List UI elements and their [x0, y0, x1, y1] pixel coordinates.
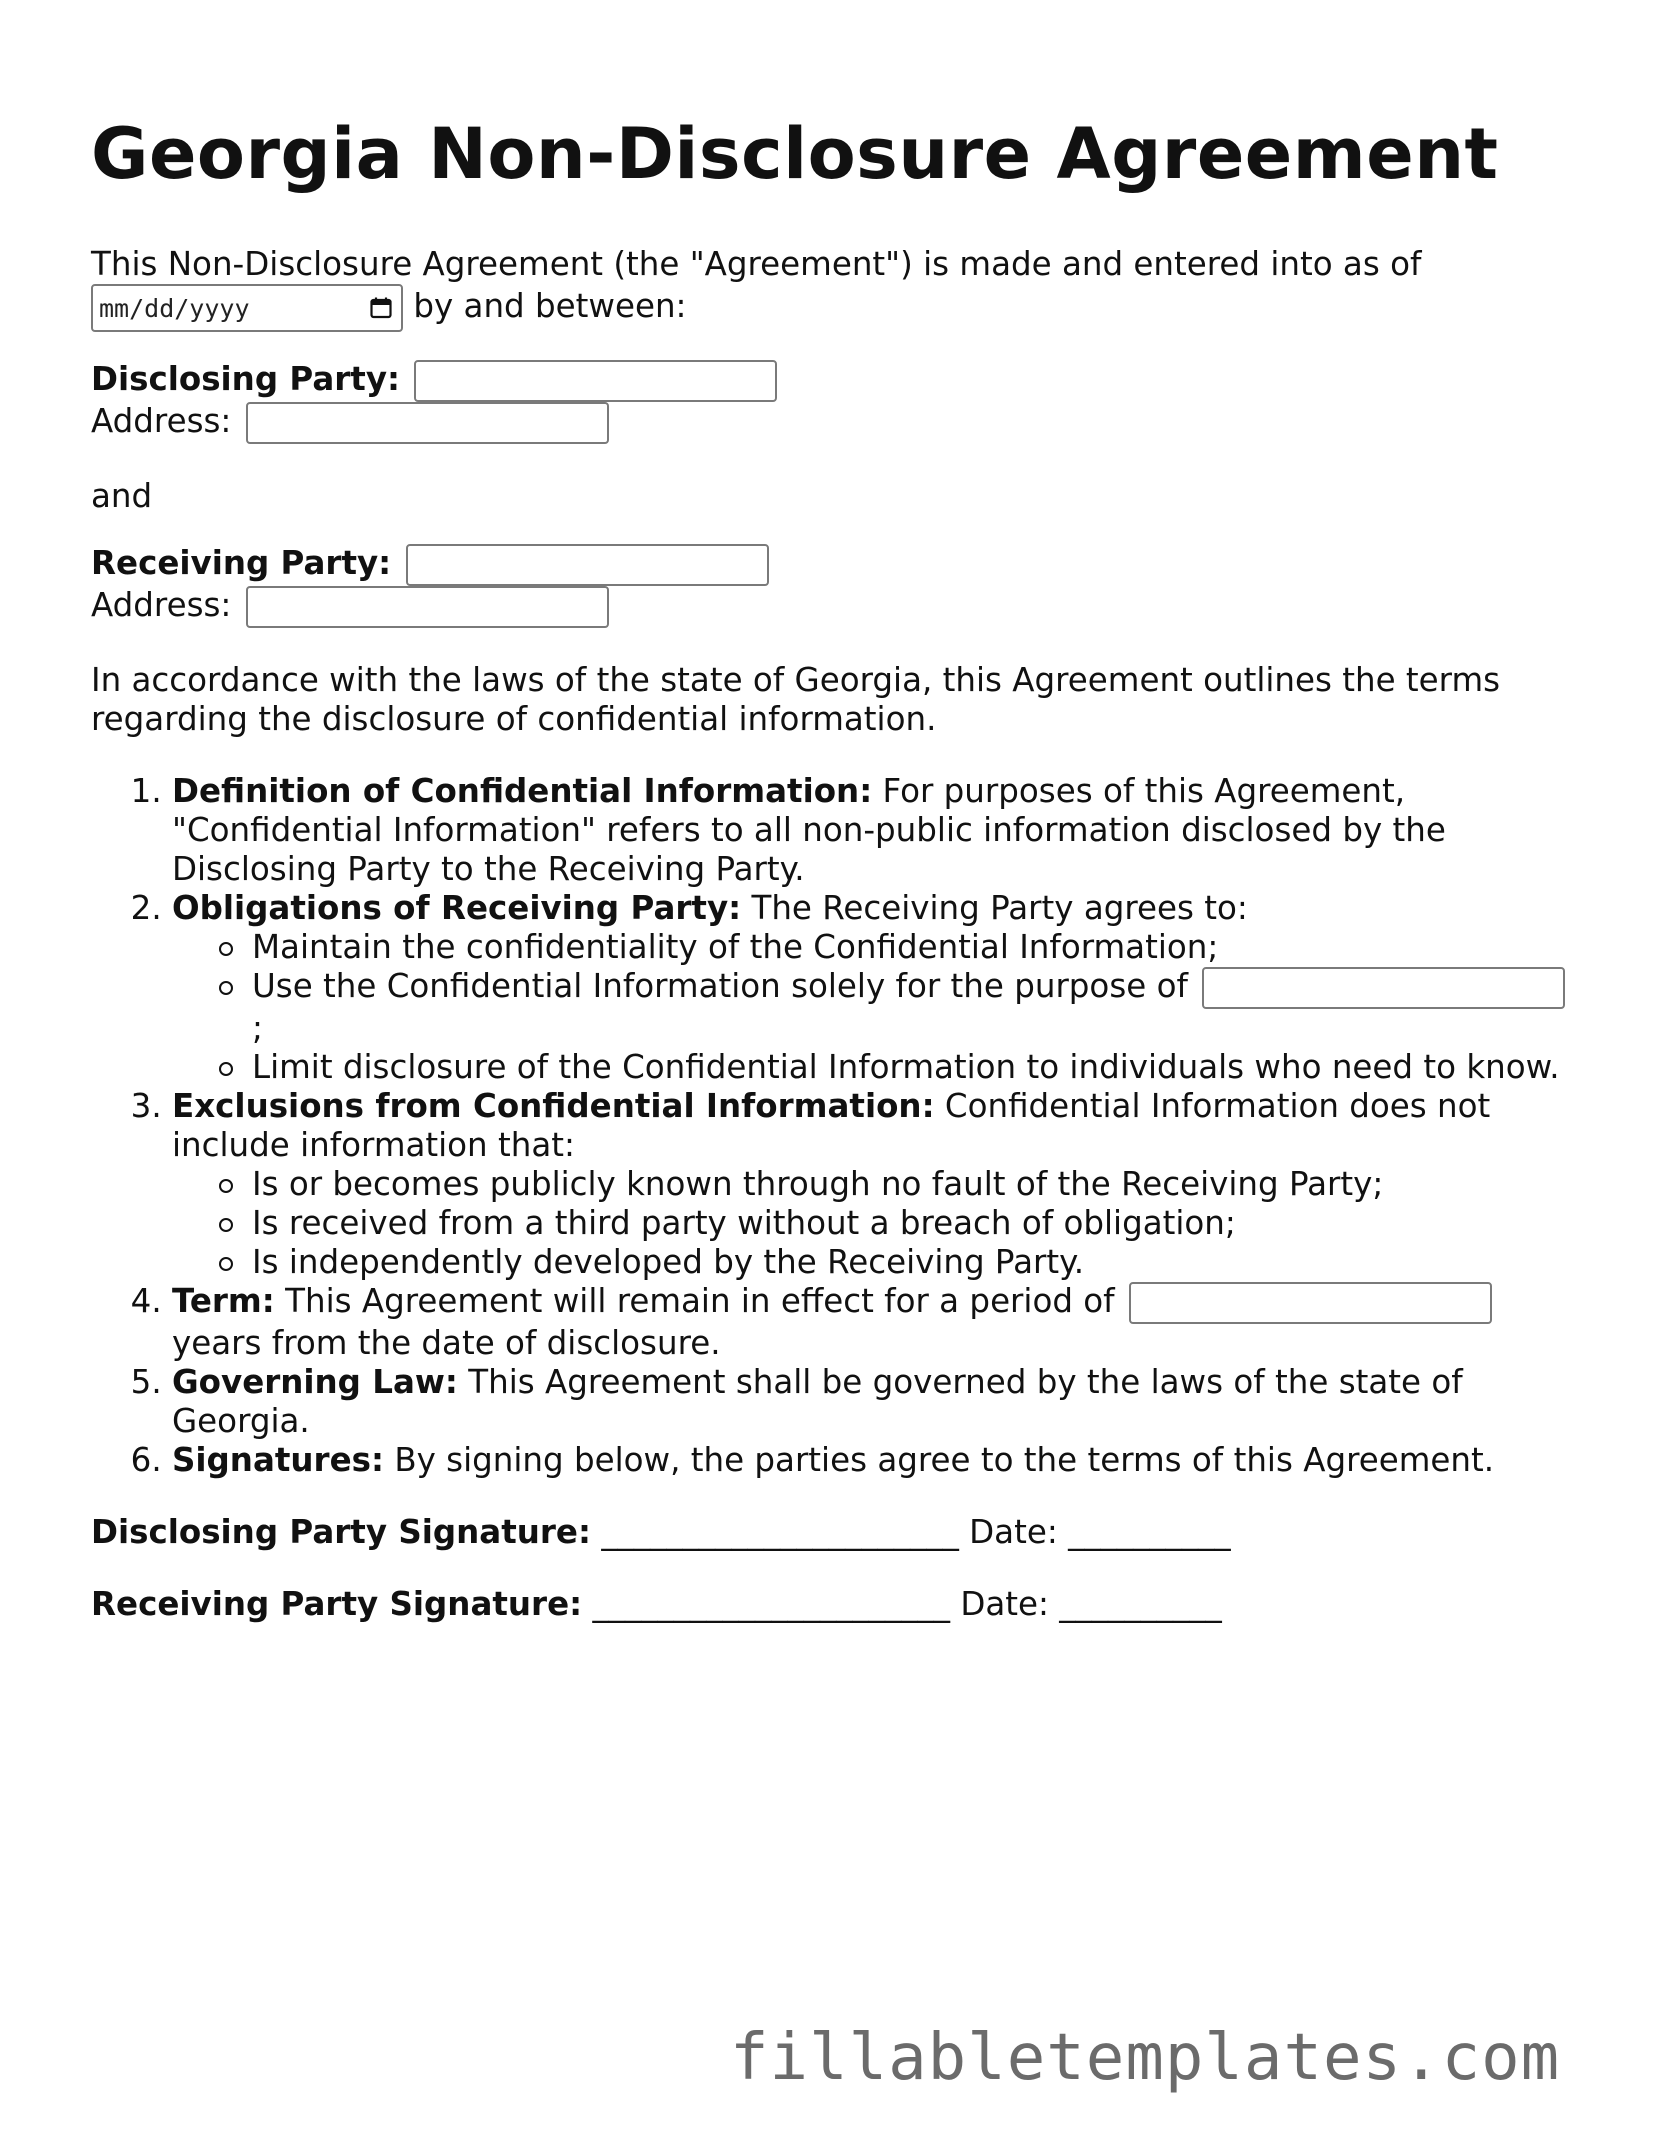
receiving-address-input[interactable] — [246, 586, 609, 628]
receiving-party-input[interactable] — [406, 544, 769, 586]
definition-heading: Definition of Confidential Information: — [172, 772, 873, 810]
disclosing-signature-blank[interactable]: ______________________ — [601, 1513, 959, 1551]
term-exclusions — [172, 1087, 1591, 1282]
exclusions-heading: Exclusions from Confidential Information: — [172, 1087, 935, 1125]
list-item: Maintain the confidentiality of the Confidential Information; — [252, 928, 1591, 967]
and-text: and — [91, 477, 153, 515]
exclusions-sublist — [172, 1165, 1591, 1282]
term-text: This Agreement will remain in effect for a period of — [285, 1282, 1115, 1320]
receiving-signature-blank[interactable]: ______________________ — [592, 1585, 950, 1623]
agreement-body — [91, 108, 1591, 1624]
list-item: Limit disclosure of the Confidential Information to individuals who need to know. — [252, 1048, 1591, 1087]
receiving-party-label: Receiving Party: — [91, 544, 392, 582]
receiving-date-label: Date: — [960, 1585, 1049, 1623]
receiving-address-label: Address: — [91, 586, 232, 624]
list-item — [252, 967, 1591, 1048]
disclosing-party-input[interactable] — [414, 360, 777, 402]
term-text-after: years from the date of disclosure. — [172, 1324, 721, 1362]
disclosing-signature-label: Disclosing Party Signature: — [91, 1513, 591, 1551]
footer-watermark: fillabletemplates.com — [730, 2021, 1561, 2095]
disclosing-address-input[interactable] — [246, 402, 609, 444]
receiving-party-block — [91, 544, 1591, 628]
obligations-sublist — [172, 928, 1591, 1087]
term-years-input[interactable] — [1129, 1282, 1492, 1324]
intro-paragraph — [91, 245, 1591, 332]
calendar-icon[interactable] — [369, 296, 393, 320]
disclosing-party-block — [91, 360, 1591, 444]
term-governing-law — [172, 1363, 1591, 1441]
disclosing-address-label: Address: — [91, 402, 232, 440]
term-heading: Term: — [172, 1282, 275, 1320]
exclusions-text: Confidential Information does not include information that: — [172, 1087, 1491, 1164]
receiving-signature-line — [91, 1585, 1591, 1624]
purpose-text: Use the Confidential Information solely for the purpose of — [252, 967, 1188, 1005]
intro-text-after: by and between: — [413, 287, 687, 325]
term-obligations — [172, 889, 1591, 1087]
disclosing-party-label: Disclosing Party: — [91, 360, 401, 398]
term-signatures — [172, 1441, 1591, 1480]
receiving-date-blank[interactable]: __________ — [1059, 1585, 1222, 1623]
obligations-text: The Receiving Party agrees to: — [751, 889, 1248, 927]
receiving-signature-label: Receiving Party Signature: — [91, 1585, 583, 1623]
list-item: Is or becomes publicly known through no fault of the Receiving Party; — [252, 1165, 1591, 1204]
date-placeholder: mm/dd/yyyy — [99, 293, 250, 323]
agreement-date-input[interactable] — [91, 284, 403, 332]
disclosing-date-label: Date: — [969, 1513, 1058, 1551]
obligations-heading: Obligations of Receiving Party: — [172, 889, 742, 927]
signatures-heading: Signatures: — [172, 1441, 384, 1479]
law-text: This Agreement shall be governed by the laws of the state of Georgia. — [172, 1363, 1463, 1440]
purpose-input[interactable] — [1202, 967, 1565, 1009]
terms-list — [91, 772, 1591, 1480]
term-duration — [172, 1282, 1591, 1363]
page-title: Georgia Non-Disclosure Agreement — [91, 113, 1499, 195]
signatures-text: By signing below, the parties agree to the terms of this Agreement. — [394, 1441, 1495, 1479]
law-heading: Governing Law: — [172, 1363, 458, 1401]
disclosing-signature-line — [91, 1513, 1591, 1552]
list-item: Is independently developed by the Receiving Party. — [252, 1243, 1591, 1282]
definition-text: For purposes of this Agreement, "Confidential Information" refers to all non-public information disclosed by the Disclosing Party to the Receiving Party. — [172, 772, 1446, 888]
term-definition — [172, 772, 1591, 889]
intro-text: This Non-Disclosure Agreement (the "Agreement") is made and entered into as of — [91, 245, 1422, 283]
disclosing-date-blank[interactable]: __________ — [1068, 1513, 1231, 1551]
laws-paragraph: In accordance with the laws of the state of Georgia, this Agreement outlines the terms regarding the disclosure of confidential information. — [91, 661, 1501, 738]
purpose-semicolon: ; — [252, 1009, 263, 1047]
list-item: Is received from a third party without a breach of obligation; — [252, 1204, 1591, 1243]
